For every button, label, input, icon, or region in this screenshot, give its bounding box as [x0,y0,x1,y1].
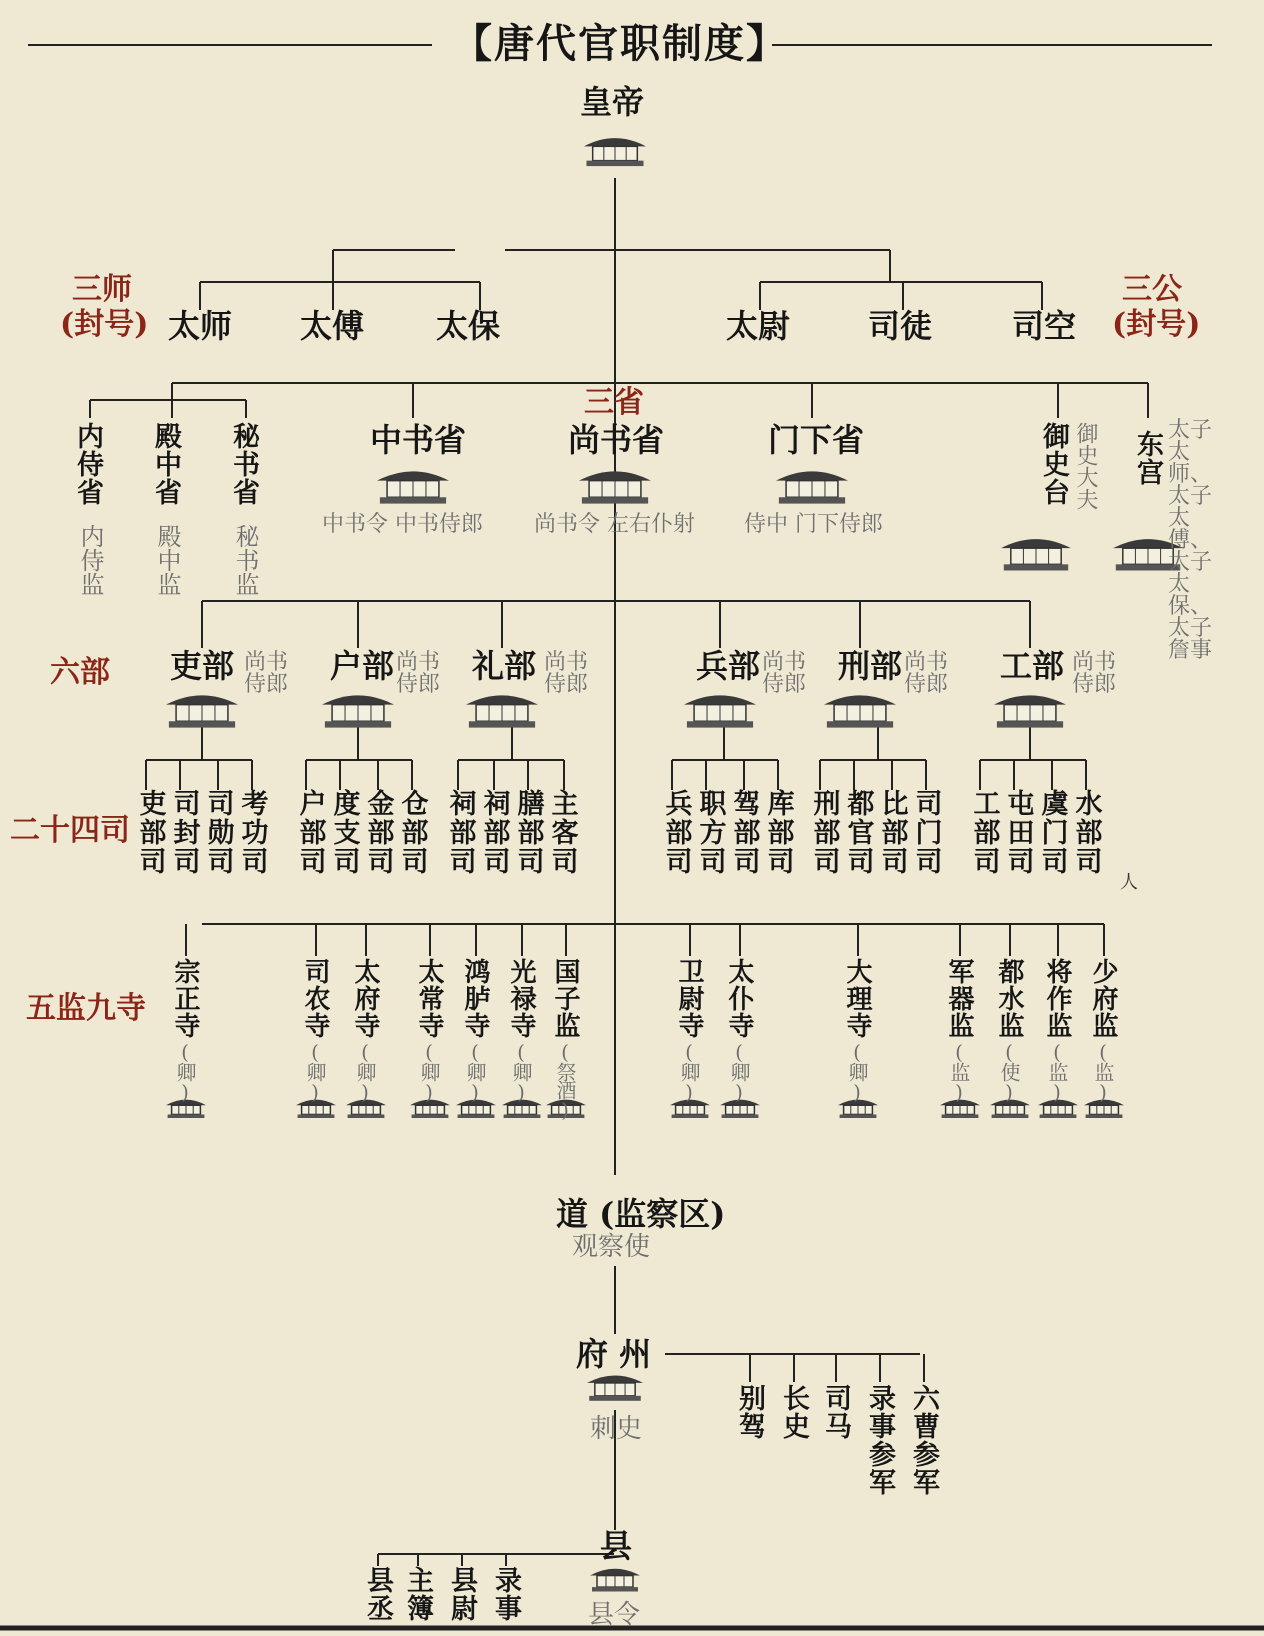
jiusi-official: (使) [997,1040,1021,1102]
xian-sub-office: 主簿 [402,1566,433,1622]
shangshu-sheng-officials: 尚书令 左右仆射 [534,512,695,537]
fuzhou-sub-office: 别驾 [734,1384,765,1440]
si-office-char: 部 [367,818,395,849]
si-office-char: 虞 [1041,789,1069,820]
si-office-char: 比 [881,789,909,820]
yushitai-icon [1001,539,1071,570]
yushitai: 御史台 [1038,422,1069,506]
si-office-char: 司 [173,789,201,820]
si-office-char: 部 [299,818,327,849]
menxia-sheng-officials: 侍中 门下侍郎 [744,512,883,537]
si-office-char: 刑 [813,789,841,820]
donggong-officials: 太子太师、太子太傅、太子太保、太子詹事 [1168,418,1213,663]
si-office-char: 部 [665,818,693,849]
si-office-char: 部 [767,818,795,849]
si-office-char: 部 [813,818,841,849]
wujian-jiusi-group-label: 五监九寺 [26,991,146,1026]
si-office-char: 司 [299,847,327,878]
fuzhou-sub-office: 长史 [778,1384,809,1440]
jiusi-official: (卿) [463,1040,487,1102]
xingbu-ministry: 刑部 [838,647,903,685]
si-office-char: 部 [973,818,1001,849]
xian-sub-office: 县尉 [446,1566,477,1622]
sangong-sikong: 司空 [1012,307,1077,345]
jiusi-office: 军器监 [944,958,974,1039]
jiusi-official: (监) [1091,1040,1115,1102]
emperor-palace-icon [584,138,646,166]
jiusi-office: 少府监 [1088,958,1118,1039]
jiusi-office: 太仆寺 [724,958,754,1039]
si-office-char: 司 [767,847,795,878]
si-office-char: 祠 [483,789,511,820]
sangong-group-sublabel: (封号) [1112,307,1201,342]
jiusi-hall-icon [166,1100,206,1118]
liubu-group-label: 六部 [50,655,110,690]
jiusi-official: (监) [1045,1040,1069,1102]
sanshi-group-label: 三师 [72,272,132,307]
si-office-char: 司 [1075,847,1103,878]
si-office-char: 封 [173,818,201,849]
si-office-char: 部 [139,818,167,849]
jiusi-official: (卿) [303,1040,327,1102]
jiusi-official: (监) [947,1040,971,1102]
si-office-char: 司 [1007,847,1035,878]
si-office-char: 司 [733,847,761,878]
jiusi-hall-icon [296,1100,336,1118]
si-group [662,790,798,877]
si-office-char: 都 [847,789,875,820]
sangong-situ: 司徒 [868,307,933,345]
si-office-char: 部 [1075,818,1103,849]
si-office-char: 工 [973,789,1001,820]
jiusi-office: 将作监 [1042,958,1072,1039]
zhongshu-sheng-officials: 中书令 中书侍郎 [322,512,483,537]
si-office-char: 司 [517,847,545,878]
si-office-char: 屯 [1007,789,1035,820]
si-office-char: 部 [401,818,429,849]
jiusi-official: (卿) [727,1040,751,1102]
ministry-hall-icon [322,695,394,727]
si-office-char: 仓 [401,789,429,820]
dao-official: 观察使 [572,1232,651,1262]
dianzhong-sheng: 殿中省 [150,422,181,506]
fuzhou-official: 刺史 [590,1414,643,1444]
jiusi-hall-icon [720,1100,760,1118]
jiusi-office: 司农寺 [300,958,330,1039]
jiusi-official: (卿) [173,1040,197,1102]
si-office-char: 司 [915,789,943,820]
jiusi-official: (卿) [677,1040,701,1102]
libu-ministry: 吏部 [170,647,235,685]
jiusi-hall-icon [1084,1100,1124,1118]
si-office-char: 司 [551,847,579,878]
gongbu-ministry: 工部 [1000,647,1065,685]
si-office-char: 司 [813,847,841,878]
fuzhou-prefecture: 府 州 [576,1335,652,1373]
ministry-hall-icon [466,695,538,727]
si-office-char: 部 [449,818,477,849]
si-office-char: 司 [401,847,429,878]
si-office-char: 田 [1007,818,1035,849]
jiusi-hall-icon [838,1100,878,1118]
jiusi-hall-icon [456,1100,496,1118]
si-office-char: 膳 [517,789,545,820]
si-office-char: 部 [733,818,761,849]
si-office-char: 职 [699,789,727,820]
shangshu-sheng-icon [579,471,651,503]
jiusi-hall-icon [990,1100,1030,1118]
jiusi-official: (卿) [417,1040,441,1102]
sangong-group-label: 三公 [1122,272,1182,307]
yushitai-official: 御史大夫 [1073,422,1098,510]
jiusi-hall-icon [410,1100,450,1118]
si-office-char: 官 [847,818,875,849]
jiusi-office: 太常寺 [414,958,444,1039]
ministry-hall-icon [824,695,896,727]
si-office-char: 水 [1075,789,1103,820]
si-office-char: 司 [847,847,875,878]
si-office-char: 部 [517,818,545,849]
si-office-char: 祠 [449,789,477,820]
si-office-char: 金 [367,789,395,820]
jiusi-official: (卿) [353,1040,377,1102]
si-group [296,790,432,877]
ministry-hall-icon [684,695,756,727]
hubu-ministry: 户部 [330,647,395,685]
fragment-char: 人 [1120,872,1138,893]
gongbu-ministry-officials: 尚书 侍郎 [1072,650,1117,697]
zhongshu-sheng: 中书省 [370,421,467,459]
si-office-char: 户 [299,789,327,820]
si-office-char: 司 [665,847,693,878]
fuzhou-sub-office: 司马 [820,1384,851,1440]
si-office-char: 司 [207,847,235,878]
sanshi-group-sublabel: (封号) [60,307,149,342]
donggong: 东宫 [1132,430,1163,486]
menxia-sheng: 门下省 [768,421,865,459]
si-office-char: 考 [241,789,269,820]
si-office-char: 勋 [207,818,235,849]
libu-rites-ministry-officials: 尚书 侍郎 [544,650,589,697]
si-office-char: 度 [333,789,361,820]
jiusi-office: 鸿胪寺 [460,958,490,1039]
si-group [810,790,946,877]
bingbu-ministry: 兵部 [696,647,761,685]
jiusi-hall-icon [670,1100,710,1118]
jiusi-official: (祭酒) [553,1040,577,1120]
jiusi-office: 都水监 [994,958,1024,1039]
si-office-char: 司 [207,789,235,820]
sansheng-group-label: 三省 [584,385,644,420]
zhongshu-sheng-icon [377,471,449,503]
si-office-char: 方 [699,818,727,849]
jiusi-office: 宗正寺 [170,958,200,1039]
si-office-char: 司 [881,847,909,878]
xian-sub-office: 县丞 [362,1566,393,1622]
jiusi-office: 国子监 [550,958,580,1039]
jiusi-office: 大理寺 [842,958,872,1039]
ershisi-si-group-label: 二十四司 [10,813,130,848]
mishu-sheng: 秘书省 [228,422,259,506]
xian-hall-icon [590,1569,640,1592]
si-office-char: 客 [551,818,579,849]
jiusi-hall-icon [502,1100,542,1118]
dianzhong-sheng-official: 殿中监 [153,524,181,596]
page-title: 【唐代官职制度】 [452,20,788,67]
jiusi-hall-icon [1038,1100,1078,1118]
jiusi-official: (卿) [509,1040,533,1102]
si-office-char: 司 [483,847,511,878]
sanshi-taifu: 太傅 [300,307,365,345]
si-office-char: 库 [767,789,795,820]
ministry-hall-icon [166,695,238,727]
fuzhou-sub-office: 六曹参军 [908,1384,939,1496]
sanshi-taishi: 太师 [168,307,233,345]
si-office-char: 司 [173,847,201,878]
ministry-hall-icon [994,695,1066,727]
jiusi-office: 卫尉寺 [674,958,704,1039]
si-group [970,790,1106,877]
jiusi-official: (卿) [845,1040,869,1102]
neishi-sheng-official: 内侍监 [76,524,104,596]
si-office-char: 门 [1041,818,1069,849]
emperor-label: 皇帝 [580,83,645,121]
jiusi-office: 光禄寺 [506,958,536,1039]
jiusi-hall-icon [346,1100,386,1118]
si-office-char: 司 [367,847,395,878]
si-office-char: 司 [699,847,727,878]
si-office-char: 司 [139,847,167,878]
si-office-char: 主 [551,789,579,820]
sangong-taiwei: 太尉 [726,307,791,345]
si-office-char: 司 [241,847,269,878]
si-office-char: 支 [333,818,361,849]
menxia-sheng-icon [776,471,848,503]
sanshi-taibao: 太保 [436,307,501,345]
si-office-char: 司 [1041,847,1069,878]
si-office-char: 门 [915,818,943,849]
shangshu-sheng: 尚书省 [568,421,665,459]
hubu-ministry-officials: 尚书 侍郎 [396,650,441,697]
neishi-sheng: 内侍省 [72,422,103,506]
si-office-char: 功 [241,818,269,849]
libu-rites-ministry: 礼部 [472,647,537,685]
si-office-char: 司 [915,847,943,878]
si-office-char: 驾 [733,789,761,820]
si-office-char: 司 [333,847,361,878]
xingbu-ministry-officials: 尚书 侍郎 [904,650,949,697]
xian-official: 县令 [588,1600,641,1630]
si-group [136,790,272,877]
fuzhou-hall-icon [587,1375,643,1400]
dao-circuit: 道 (监察区) [556,1195,726,1233]
fuzhou-sub-office: 录事参军 [864,1384,895,1496]
bingbu-ministry-officials: 尚书 侍郎 [762,650,807,697]
si-office-char: 司 [973,847,1001,878]
libu-ministry-officials: 尚书 侍郎 [244,650,289,697]
si-office-char: 部 [881,818,909,849]
mishu-sheng-official: 秘书监 [231,524,259,596]
si-office-char: 司 [449,847,477,878]
xian-sub-office: 录事 [490,1566,521,1622]
jiusi-hall-icon [940,1100,980,1118]
si-group [446,790,582,877]
xian-county: 县 [600,1527,633,1565]
si-office-char: 兵 [665,789,693,820]
si-office-char: 吏 [139,789,167,820]
si-office-char: 部 [483,818,511,849]
jiusi-office: 太府寺 [350,958,380,1039]
